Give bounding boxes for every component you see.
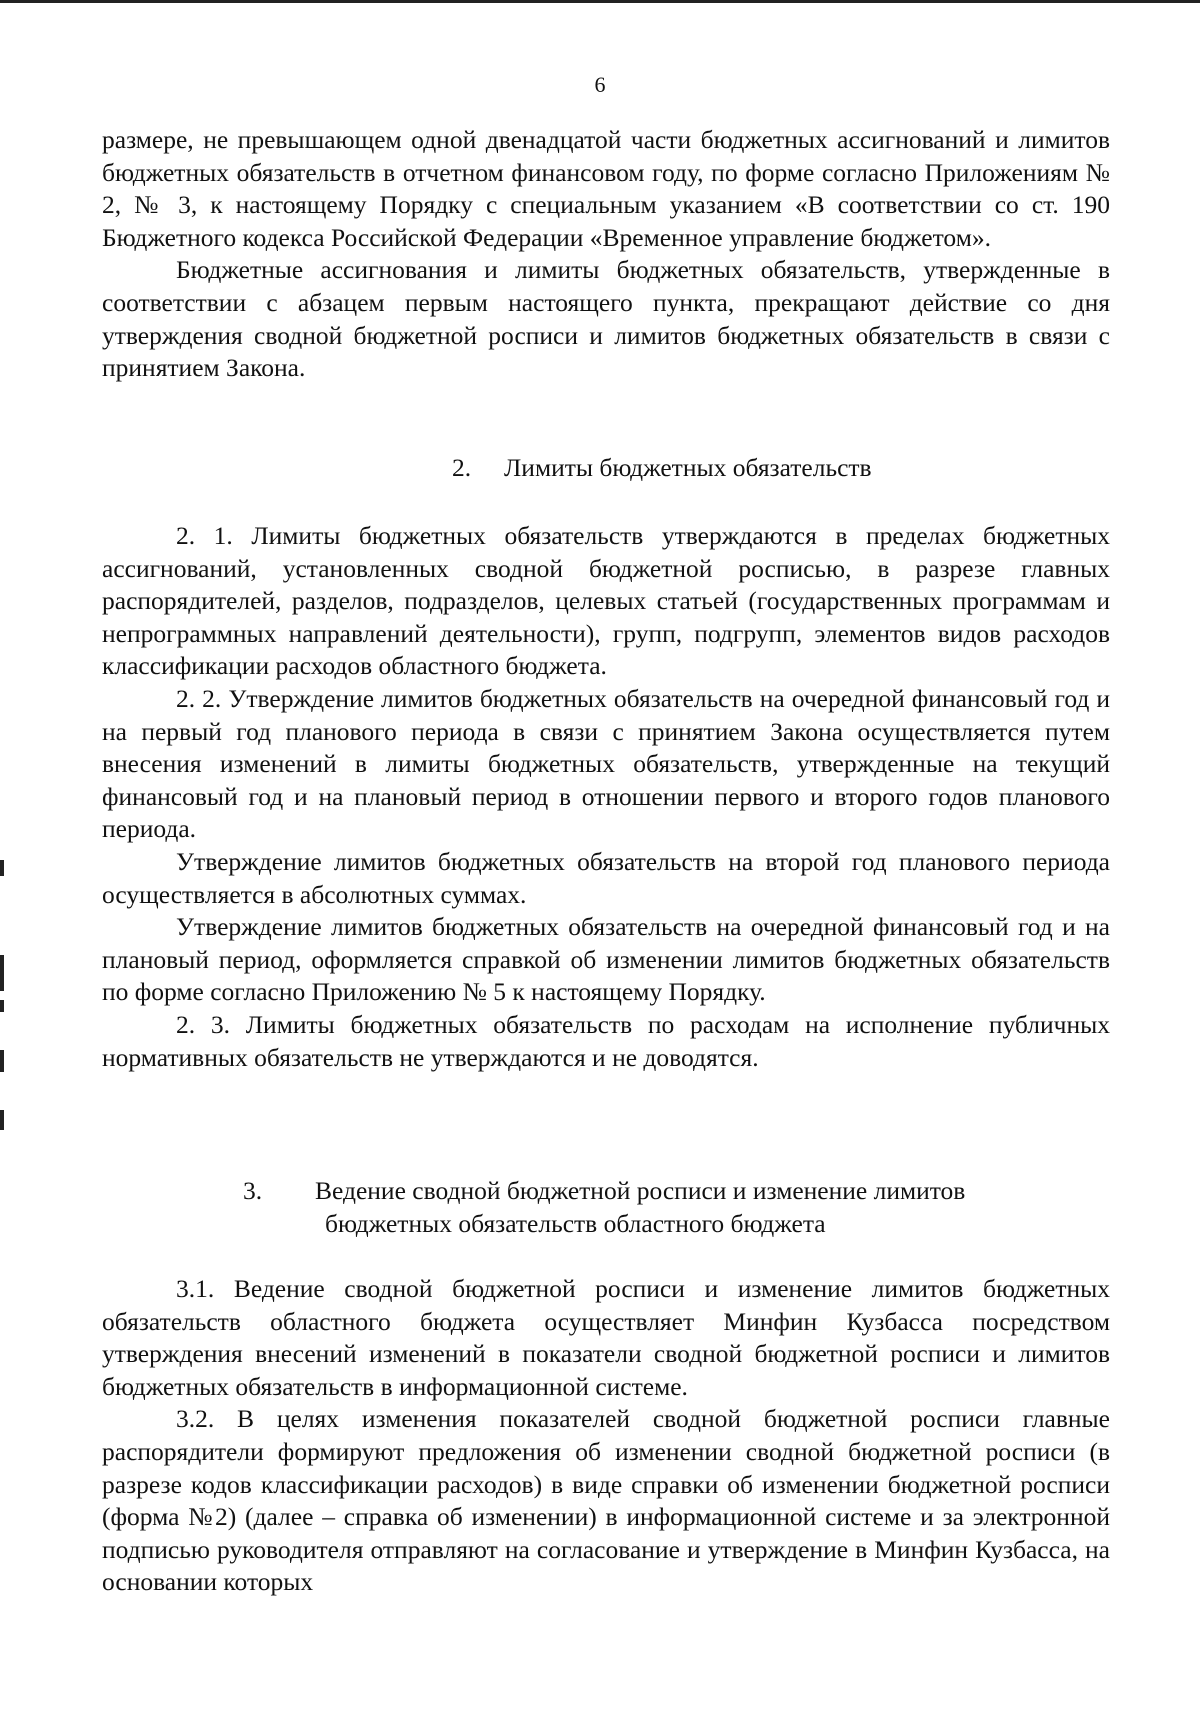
intro-paragraph: размере, не превышающем одной двенадцатой части бюджетных ассигнований и лимитов бюджетных обязательств в отчетном финансовом году, по форме согласно Приложениям № 2, № 3, к настоящему Порядку с специальным указанием «В соответствии со ст. 190 Бюджетного кодекса Российской Федерации «Временное управление бюджетом». xyxy=(102,125,1110,252)
section-2-paragraph: Утверждение лимитов бюджетных обязательств на очередной финансовый год и на плановый период, оформляется справкой об изменении лимитов бюджетных обязательств по форме согласно Приложению № 5 к настоящему Порядку. xyxy=(102,912,1110,1007)
intro-block xyxy=(102,124,1110,385)
section-2-number: 2. xyxy=(452,453,472,482)
section-3-heading xyxy=(243,1175,965,1208)
page-number: 6 xyxy=(594,72,606,97)
section-2-body xyxy=(102,520,1110,1074)
section-2-paragraph: 2. 3. Лимиты бюджетных обязательств по расходам на исполнение публичных нормативных обязательств не утверждаются и не доводятся. xyxy=(102,1009,1110,1072)
scan-edge-mark xyxy=(0,860,4,876)
intro-paragraph: Бюджетные ассигнования и лимиты бюджетных обязательств, утвержденные в соответствии с абзацем первым настоящего пункта, прекращают действие со дня утверждения сводной бюджетной росписи и лимитов бюджетных обязательств в связи с принятием Закона. xyxy=(102,255,1110,383)
section-2-title: Лимиты бюджетных обязательств xyxy=(504,453,872,482)
section-3-paragraph: 3.2. В целях изменения показателей сводной бюджетной росписи главные распорядители формируют предложения об изменении сводной бюджетной росписи (в разрезе кодов классификации расходов) в виде справки об изменении бюджетной росписи (форма №2) (далее – справка об изменении) в информационной системе и за электронной подписью руководителя отправляют на согласование и утверждение в Минфин Кузбасса, на основании которых xyxy=(102,1404,1110,1597)
section-2-paragraph: 2. 2. Утверждение лимитов бюджетных обязательств на очередной финансовый год и на первый год планового периода в связи с принятием Закона осуществляется путем внесения изменений в лимиты бюджетных обязательств, утвержденные на текущий финансовый год и на плановый период в отношении первого и второго годов планового периода. xyxy=(102,683,1110,844)
scan-edge-mark xyxy=(0,1110,4,1130)
section-2-paragraph: 2. 1. Лимиты бюджетных обязательств утверждаются в пределах бюджетных ассигнований, установленных сводной бюджетной росписью, в разрезе главных распорядителей, разделов, подразделов, целевых статьей (государственных программам и непрограммных направлений деятельности), групп, подгрупп, элементов видов расходов классификации расходов областного бюджета. xyxy=(102,521,1110,681)
section-3-number: 3. xyxy=(243,1176,263,1205)
section-3-body xyxy=(102,1273,1110,1599)
section-3-paragraph: 3.1. Ведение сводной бюджетной росписи и изменение лимитов бюджетных обязательств областного бюджета осуществляет Минфин Кузбасса посредством утверждения внесений изменений в показатели сводной бюджетной росписи и лимитов бюджетных обязательств в информационной системе. xyxy=(102,1274,1110,1401)
section-3-title-line-1: Ведение сводной бюджетной росписи и изменение лимитов xyxy=(315,1176,966,1205)
scan-edge-mark xyxy=(0,955,4,991)
scan-edge-mark xyxy=(0,1000,4,1012)
section-2-heading xyxy=(452,452,872,485)
section-3-title-line-2: бюджетных обязательств областного бюджета xyxy=(325,1209,826,1238)
section-3-heading-line-2 xyxy=(325,1208,826,1241)
scan-edge-top xyxy=(0,0,1200,3)
section-2-paragraph: Утверждение лимитов бюджетных обязательств на второй год планового периода осуществляется в абсолютных суммах. xyxy=(102,846,1110,909)
scan-edge-mark xyxy=(0,1050,4,1072)
